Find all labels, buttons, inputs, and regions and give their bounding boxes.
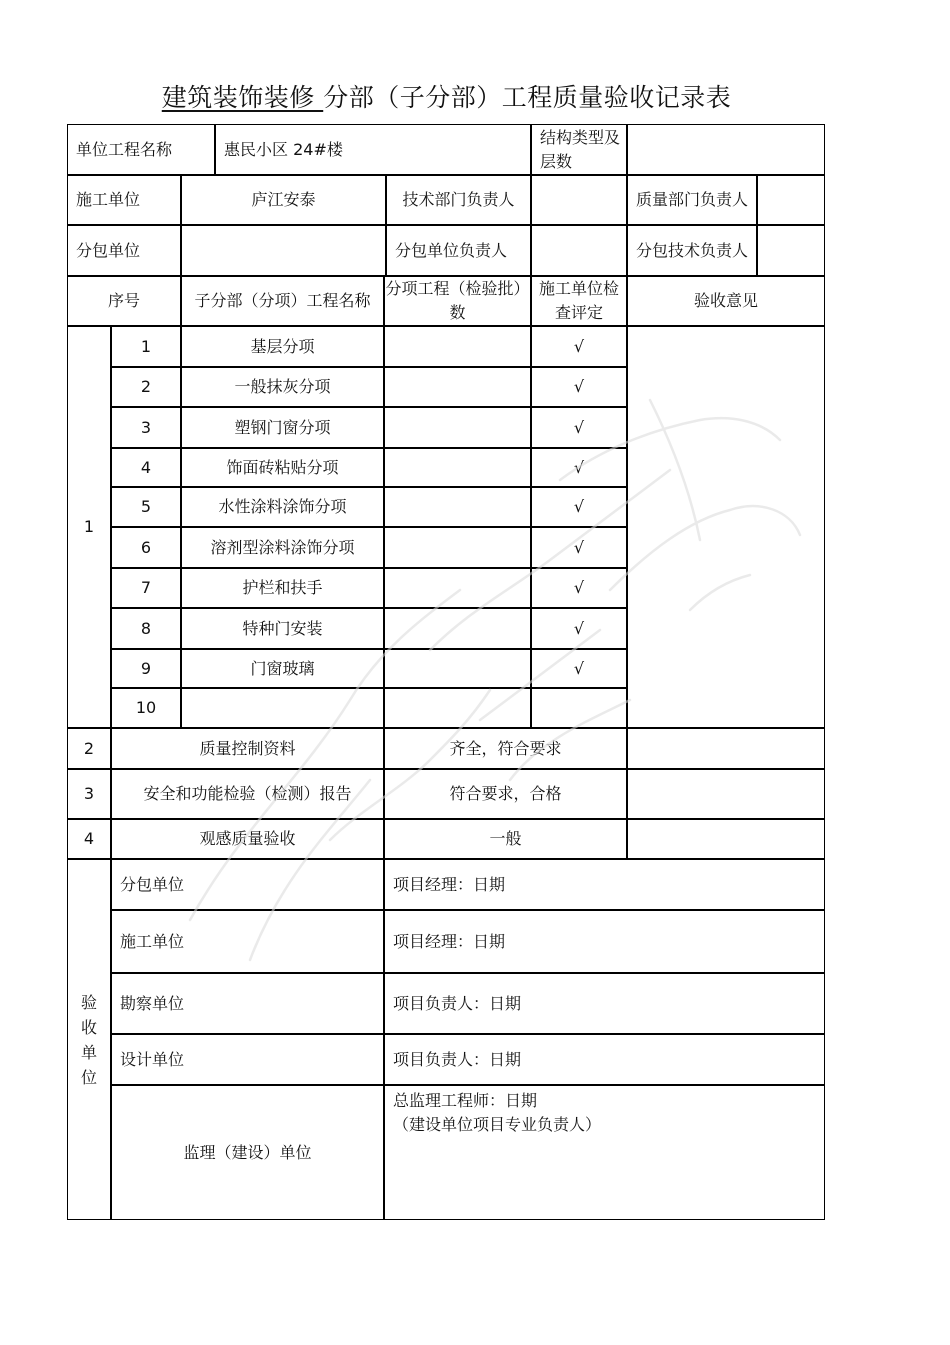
- title-rest: 分部（子分部）工程质量验收记录表: [323, 83, 732, 112]
- page-title: [68, 78, 825, 114]
- title-underlined-part: 建筑装饰装修: [161, 83, 324, 112]
- summary-result: 一般: [384, 819, 627, 859]
- construction-unit-label: 施工单位: [67, 175, 181, 225]
- summary-seq: 3: [67, 769, 111, 819]
- item-count: [384, 487, 531, 527]
- column-header-seq: 序号: [67, 276, 181, 326]
- item-count: [384, 649, 531, 688]
- construction-unit-value: 庐江安泰: [181, 175, 386, 225]
- item-check-mark: √: [531, 326, 627, 367]
- summary-seq: 2: [67, 728, 111, 769]
- item-number: 3: [111, 407, 181, 448]
- item-check-mark: √: [531, 487, 627, 527]
- summary-name: 安全和功能检验（检测）报告: [111, 769, 384, 819]
- item-name: 一般抹灰分项: [181, 367, 384, 407]
- subcontract-tech-head-value: [757, 225, 825, 276]
- summary-result: 齐全，符合要求: [384, 728, 627, 769]
- item-number: 4: [111, 448, 181, 487]
- item-count: [384, 407, 531, 448]
- summary-opinion: [627, 819, 825, 859]
- item-number: 10: [111, 688, 181, 728]
- item-number: 8: [111, 608, 181, 649]
- item-count: [384, 367, 531, 407]
- summary-name: 观感质量验收: [111, 819, 384, 859]
- item-check-mark: √: [531, 407, 627, 448]
- summary-name: 质量控制资料: [111, 728, 384, 769]
- quality-dept-head-label: 质量部门负责人: [627, 175, 757, 225]
- item-check-mark: √: [531, 448, 627, 487]
- item-check-mark: [531, 688, 627, 728]
- item-check-mark: √: [531, 367, 627, 407]
- subcontract-unit-head-label: 分包单位负责人: [386, 225, 531, 276]
- item-name: 饰面砖粘贴分项: [181, 448, 384, 487]
- item-count: [384, 527, 531, 568]
- acceptance-unit-name: 设计单位: [111, 1034, 384, 1085]
- column-header-sub-name: 子分部（分项）工程名称: [181, 276, 384, 326]
- item-number: 5: [111, 487, 181, 527]
- item-check-mark: √: [531, 608, 627, 649]
- item-number: 9: [111, 649, 181, 688]
- acceptance-signature-field[interactable]: [384, 1085, 825, 1220]
- item-name: 门窗玻璃: [181, 649, 384, 688]
- item-check-mark: √: [531, 527, 627, 568]
- item-name: 特种门安装: [181, 608, 384, 649]
- item-check-mark: √: [531, 649, 627, 688]
- summary-opinion: [627, 769, 825, 819]
- tech-dept-head-label: 技术部门负责人: [386, 175, 531, 225]
- item-count: [384, 688, 531, 728]
- acceptance-signature-field[interactable]: 项目经理：日期: [384, 859, 825, 910]
- item-count: [384, 448, 531, 487]
- item-number: 6: [111, 527, 181, 568]
- acceptance-signature-field[interactable]: 项目负责人：日期: [384, 1034, 825, 1085]
- supervisor-sign-line: 总监理工程师：日期: [393, 1091, 538, 1110]
- item-name: 塑钢门窗分项: [181, 407, 384, 448]
- acceptance-unit-name: 勘察单位: [111, 973, 384, 1034]
- tech-dept-head-value: [531, 175, 627, 225]
- acceptance-unit-name: 施工单位: [111, 910, 384, 973]
- item-check-mark: √: [531, 568, 627, 608]
- acceptance-signature-field[interactable]: 项目负责人：日期: [384, 973, 825, 1034]
- acceptance-units-label: 验收单位: [67, 859, 111, 1220]
- column-header-self-check: 施工单位检查评定: [531, 276, 627, 326]
- subcontract-unit-value: [181, 225, 386, 276]
- unit-project-name-value: 惠民小区 24#楼: [215, 124, 531, 175]
- item-name: 基层分项: [181, 326, 384, 367]
- column-header-opinion: 验收意见: [627, 276, 825, 326]
- item-name: 溶剂型涂料涂饰分项: [181, 527, 384, 568]
- item-number: 7: [111, 568, 181, 608]
- summary-opinion: [627, 728, 825, 769]
- subcontract-tech-head-label: 分包技术负责人: [627, 225, 757, 276]
- item-name: 水性涂料涂饰分项: [181, 487, 384, 527]
- acceptance-signature-field[interactable]: 项目经理：日期: [384, 910, 825, 973]
- item-count: [384, 326, 531, 367]
- acceptance-unit-name: 分包单位: [111, 859, 384, 910]
- summary-result: 符合要求，合格: [384, 769, 627, 819]
- item-number: 1: [111, 326, 181, 367]
- item-count: [384, 568, 531, 608]
- structure-type-label: 结构类型及层数: [531, 124, 627, 175]
- item-name: [181, 688, 384, 728]
- column-header-count: 分项工程（检验批）数: [384, 276, 531, 326]
- acceptance-unit-name: 监理（建设）单位: [111, 1085, 384, 1220]
- item-number: 2: [111, 367, 181, 407]
- subcontract-unit-label: 分包单位: [67, 225, 181, 276]
- item-count: [384, 608, 531, 649]
- unit-project-name-label: 单位工程名称: [67, 124, 215, 175]
- group1-seq: 1: [67, 326, 111, 728]
- item-name: 护栏和扶手: [181, 568, 384, 608]
- supervisor-sign-note: （建设单位项目专业负责人）: [393, 1115, 602, 1134]
- structure-type-value: [627, 124, 825, 175]
- group1-opinion: [627, 326, 825, 728]
- quality-dept-head-value: [757, 175, 825, 225]
- subcontract-unit-head-value: [531, 225, 627, 276]
- summary-seq: 4: [67, 819, 111, 859]
